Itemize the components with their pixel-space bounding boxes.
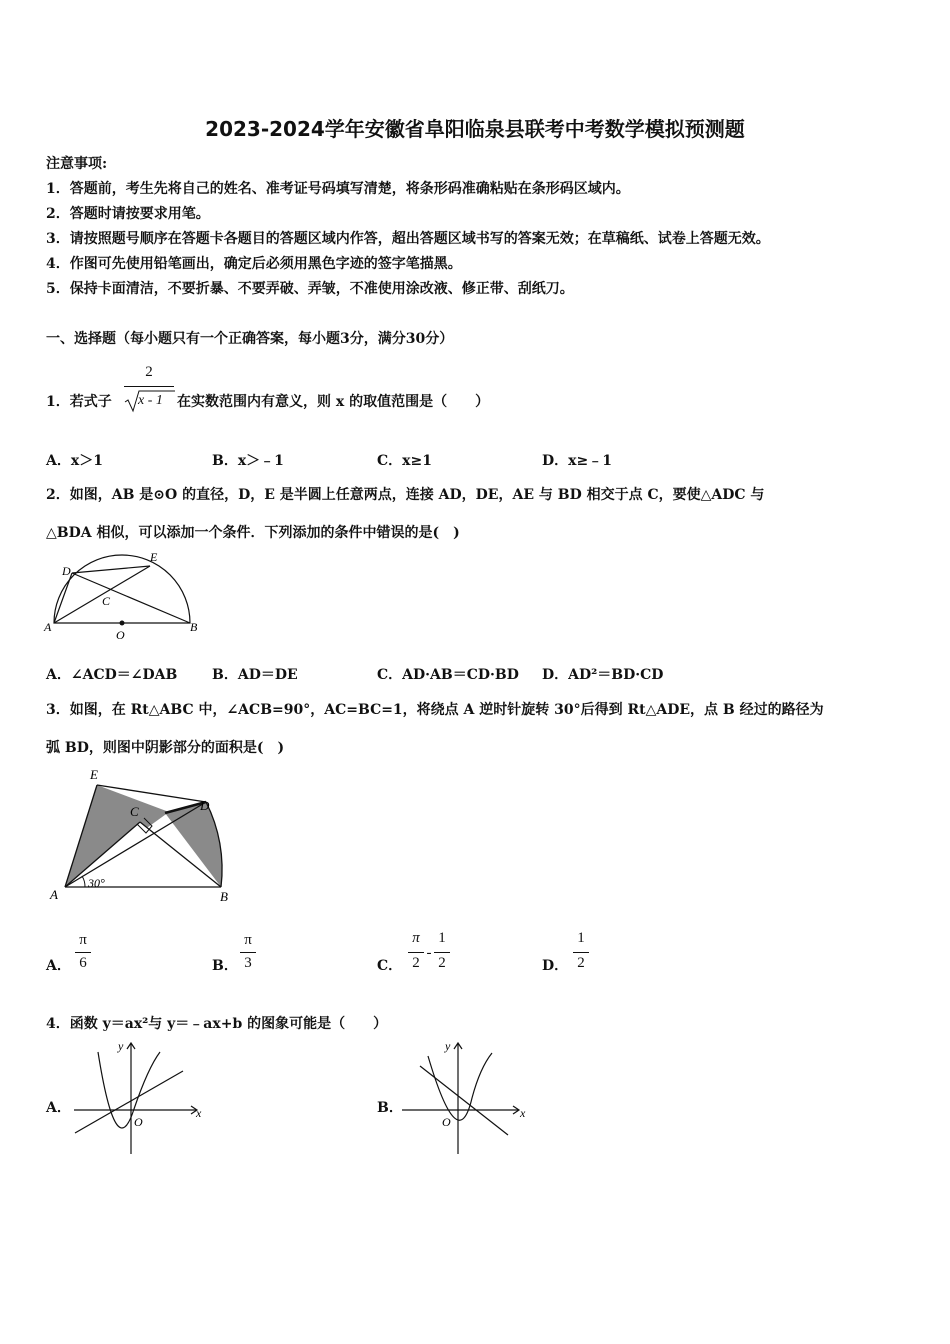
q3-rotation-figure: [44, 763, 244, 908]
q1-radicand: x - 1: [138, 393, 163, 408]
q3-option-a-letter: A．: [46, 958, 71, 974]
axis-y-label: y: [445, 1039, 451, 1053]
q3-c-den2: 2: [438, 955, 446, 971]
q4-graph-a: [70, 1038, 210, 1156]
origin-label: O: [442, 1115, 451, 1129]
axis-y-label: y: [118, 1039, 124, 1053]
q1-option-b: B．x＞﹣1: [212, 453, 284, 469]
axis-x-label: x: [196, 1106, 202, 1120]
q4-option-a-letter: A．: [46, 1100, 71, 1116]
q1-numerator: 2: [145, 364, 153, 380]
q2-option-a: A．∠ACD＝∠DAB: [46, 667, 178, 683]
page-title: 2023-2024学年安徽省阜阳临泉县联考中考数学模拟预测题: [205, 117, 745, 141]
label-a: A: [50, 887, 58, 902]
notice-item: 5．保持卡面清洁，不要折暴、不要弄破、弄皱，不准使用涂改液、修正带、刮纸刀。: [46, 281, 574, 297]
q3-b-den: 3: [244, 955, 252, 971]
label-b: B: [190, 620, 198, 634]
label-angle: 30°: [88, 876, 105, 890]
q1-suffix: 在实数范围内有意义，则 x 的取值范围是（ ）: [177, 394, 490, 410]
q3-d-num: 1: [577, 930, 585, 946]
label-b: B: [220, 889, 228, 904]
notice-item: 1．答题前，考生先将自己的姓名、准考证号码填写清楚，将条形码准确粘贴在条形码区域内。: [46, 181, 630, 197]
q3-option-d-letter: D．: [542, 958, 569, 974]
q2-line2: △BDA 相似，可以添加一个条件．下列添加的条件中错误的是( ): [46, 525, 460, 541]
label-c: C: [102, 594, 111, 608]
q3-a-num: π: [79, 932, 87, 948]
q1-prefix: 1．若式子: [46, 394, 112, 410]
q3-c-minus: -: [426, 945, 432, 961]
q3-c-num1: π: [412, 930, 420, 946]
notice-heading: 注意事项:: [46, 156, 108, 172]
notice-item: 4．作图可先使用铅笔画出，确定后必须用黑色字迹的签字笔描黑。: [46, 256, 462, 272]
notice-item: 3．请按照题号顺序在答题卡各题目的答题区域内作答，超出答题区域书写的答案无效；在草稿纸、试卷上答题无效。: [46, 231, 770, 247]
axis-x-label: x: [520, 1106, 526, 1120]
section-heading: 一、选择题（每小题只有一个正确答案，每小题3分，满分30分）: [46, 331, 454, 347]
label-d: D: [62, 564, 71, 578]
q3-c-num2: 1: [438, 930, 446, 946]
label-c: C: [130, 804, 139, 819]
q4-option-b-letter: B．: [377, 1100, 403, 1116]
q3-line2: 弧 BD，则图中阴影部分的面积是( ): [46, 740, 285, 756]
q1-option-a: A．x＞1: [46, 453, 103, 469]
q1-option-c: C．x≥1: [377, 453, 432, 469]
q3-b-num: π: [244, 932, 252, 948]
label-e: E: [90, 767, 98, 782]
q3-c-bar2: [434, 952, 450, 953]
q2-line1: 2．如图，AB 是⊙O 的直径，D，E 是半圆上任意两点，连接 AD，DE，AE 与 BD 相交于点 C，要使△ADC 与: [46, 487, 765, 503]
q3-a-bar: [75, 952, 91, 953]
notice-item: 2．答题时请按要求用笔。: [46, 206, 210, 222]
q1-fraction-bar: [124, 386, 174, 387]
q2-option-d: D．AD²＝BD·CD: [542, 667, 664, 683]
q3-option-c-letter: C．: [377, 958, 403, 974]
q4-text: 4．函数 y＝ax²与 y＝﹣ax+b 的图象可能是（ ）: [46, 1016, 388, 1032]
q4-graph-b: [398, 1038, 538, 1156]
q3-c-bar1: [408, 952, 424, 953]
origin-label: O: [134, 1115, 143, 1129]
label-d: D: [200, 798, 210, 813]
q3-b-bar: [240, 952, 256, 953]
q2-option-b: B．AD＝DE: [212, 667, 298, 683]
label-e: E: [150, 550, 158, 564]
q3-d-bar: [573, 952, 589, 953]
q2-option-c: C．AD·AB＝CD·BD: [377, 667, 519, 683]
label-a: A: [44, 620, 52, 634]
q1-option-d: D．x≥﹣1: [542, 453, 612, 469]
label-o: O: [116, 628, 125, 642]
q3-option-b-letter: B．: [212, 958, 238, 974]
q2-semicircle-figure: [40, 545, 210, 645]
q3-c-den1: 2: [412, 955, 420, 971]
q3-a-den: 6: [79, 955, 87, 971]
q3-line1: 3．如图，在 Rt△ABC 中，∠ACB=90°，AC=BC=1，将绕点 A 逆时针旋转 30°后得到 Rt△ADE，点 B 经过的路径为: [46, 702, 824, 718]
q3-d-den: 2: [577, 955, 585, 971]
